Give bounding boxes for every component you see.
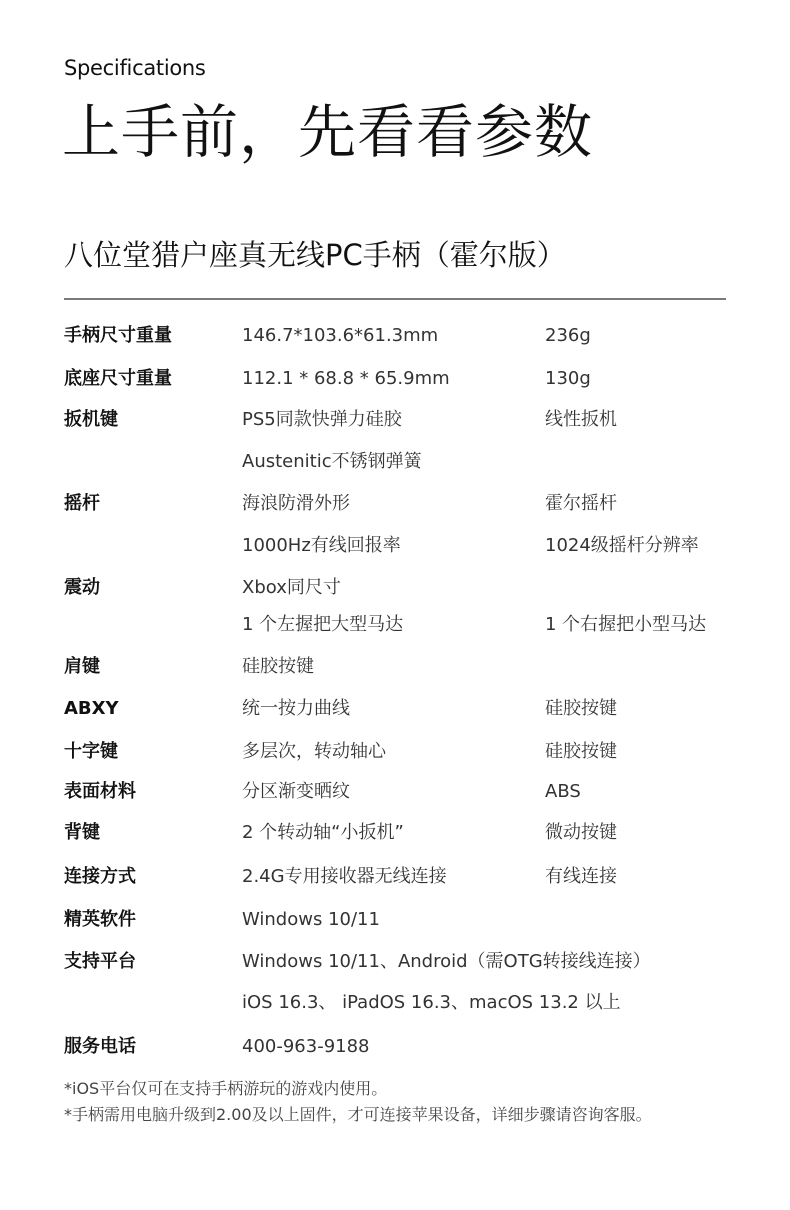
spec-row: [0, 364, 790, 394]
spec-value-secondary: 硅胶按键: [545, 741, 617, 762]
spec-label: 十字键: [64, 741, 118, 762]
section-divider: [64, 298, 726, 300]
spec-value-secondary: 1 个右握把小型马达: [545, 614, 707, 635]
spec-label: 底座尺寸重量: [64, 368, 172, 389]
kicker-text: Specifications: [64, 56, 206, 80]
spec-row: [0, 610, 790, 640]
spec-row: [0, 405, 790, 435]
spec-label: 震动: [64, 577, 100, 598]
spec-value: 硅胶按键: [242, 656, 314, 677]
spec-row: [0, 573, 790, 603]
spec-label: 手柄尺寸重量: [64, 325, 172, 346]
spec-row: [0, 737, 790, 767]
spec-label: 连接方式: [64, 866, 136, 887]
spec-value: Windows 10/11: [242, 909, 380, 930]
spec-row: [0, 489, 790, 519]
spec-label: 表面材料: [64, 781, 136, 802]
spec-row: [0, 652, 790, 682]
spec-label: 支持平台: [64, 951, 136, 972]
spec-value-secondary: 硅胶按键: [545, 698, 617, 719]
spec-label: 精英软件: [64, 909, 136, 930]
spec-label: 背键: [64, 822, 100, 843]
spec-value: 146.7*103.6*61.3mm: [242, 325, 439, 346]
spec-value: 1000Hz有线回报率: [242, 535, 401, 556]
spec-value: 分区渐变晒纹: [242, 781, 350, 802]
spec-value: 海浪防滑外形: [242, 493, 350, 514]
spec-value-secondary: 236g: [545, 325, 591, 346]
spec-value-secondary: 130g: [545, 368, 591, 389]
spec-value-secondary: ABS: [545, 781, 581, 802]
spec-label: 扳机键: [64, 409, 118, 430]
spec-value-secondary: 1024级摇杆分辨率: [545, 535, 699, 556]
spec-value: Xbox同尺寸: [242, 577, 341, 598]
footnote: *手柄需用电脑升级到2.00及以上固件，才可连接苹果设备，详细步骤请咨询客服。: [64, 1105, 652, 1124]
spec-row: [0, 905, 790, 935]
spec-row: [0, 777, 790, 807]
spec-value: Windows 10/11、Android（需OTG转接线连接）: [242, 951, 651, 972]
spec-value: 多层次，转动轴心: [242, 741, 386, 762]
spec-value-secondary: 有线连接: [545, 866, 617, 887]
spec-label: 肩键: [64, 656, 100, 677]
spec-row: [0, 321, 790, 351]
spec-row: [0, 531, 790, 561]
footnotes: [64, 1076, 652, 1128]
page-headline: 上手前，先看看参数: [62, 98, 594, 166]
spec-value: Austenitic不锈钢弹簧: [242, 451, 422, 472]
product-name: 八位堂猎户座真无线PC手柄（霍尔版）: [64, 238, 566, 272]
spec-row: [0, 947, 790, 977]
spec-value: iOS 16.3、 iPadOS 16.3、macOS 13.2 以上: [242, 992, 621, 1013]
spec-value-secondary: 霍尔摇杆: [545, 493, 617, 514]
spec-label: 摇杆: [64, 493, 100, 514]
spec-value: 400-963-9188: [242, 1036, 370, 1057]
spec-row: [0, 818, 790, 848]
footnote: *iOS平台仅可在支持手柄游玩的游戏内使用。: [64, 1079, 388, 1098]
spec-row: [0, 862, 790, 892]
spec-label: ABXY: [64, 698, 119, 719]
spec-value: 112.1 * 68.8 * 65.9mm: [242, 368, 450, 389]
spec-row: [0, 1032, 790, 1062]
spec-value-secondary: 微动按键: [545, 822, 617, 843]
spec-row: [0, 988, 790, 1018]
spec-value-secondary: 线性扳机: [545, 409, 617, 430]
spec-value: PS5同款快弹力硅胶: [242, 409, 402, 430]
spec-value: 2.4G专用接收器无线连接: [242, 866, 447, 887]
spec-label: 服务电话: [64, 1036, 136, 1057]
spec-value: 2 个转动轴“小扳机”: [242, 822, 404, 843]
spec-value: 1 个左握把大型马达: [242, 614, 404, 635]
spec-value: 统一按力曲线: [242, 698, 350, 719]
spec-row: [0, 447, 790, 477]
spec-row: [0, 694, 790, 724]
